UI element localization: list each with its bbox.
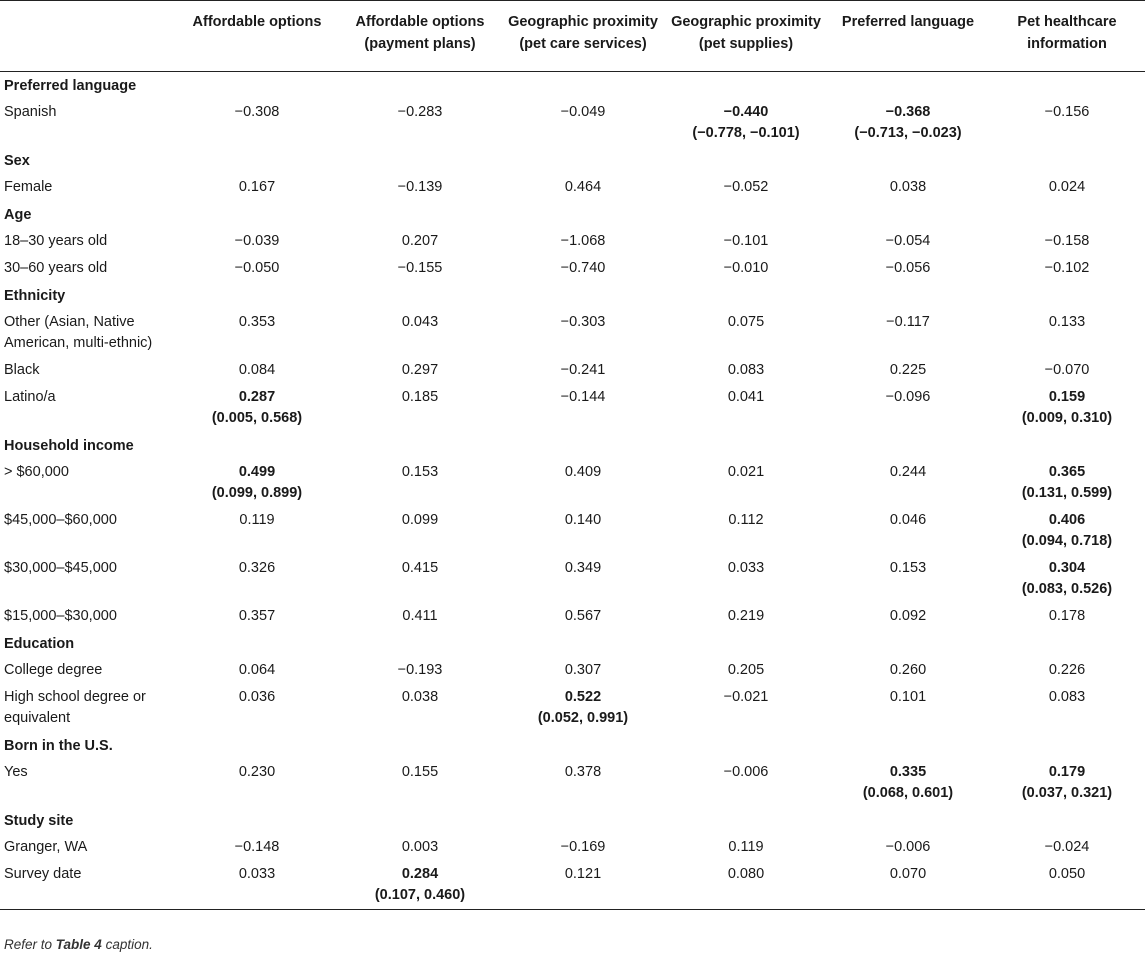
coefficient-cell — [665, 309, 827, 357]
coefficient-value: 0.070 — [889, 865, 927, 882]
coefficient-cell — [989, 99, 1145, 147]
coefficient-value: 0.207 — [401, 232, 439, 249]
coefficient-cell — [175, 174, 339, 201]
coefficient-value: −0.368 — [885, 103, 931, 120]
row-label: 18–30 years old — [4, 232, 108, 249]
row-label: > $60,000 — [4, 463, 69, 480]
coefficient-cell — [665, 357, 827, 384]
coefficient-value: 0.033 — [238, 865, 276, 882]
coefficient-value: 0.415 — [401, 559, 439, 576]
coefficient-cell — [501, 759, 665, 807]
coefficient-cell — [175, 384, 339, 432]
coefficient-value: 0.159 — [1048, 388, 1086, 405]
column-header: Affordable options — [192, 14, 322, 30]
coefficient-cell — [989, 357, 1145, 384]
coefficient-cell — [339, 861, 501, 910]
coefficient-value: −0.440 — [723, 103, 769, 120]
coefficient-value: −0.144 — [560, 388, 606, 405]
coefficient-value: −0.169 — [560, 838, 606, 855]
coefficient-cell — [827, 309, 989, 357]
coefficient-cell — [339, 834, 501, 861]
table-row — [0, 759, 1145, 807]
coefficient-value: 0.140 — [564, 511, 602, 528]
coefficient-cell — [827, 255, 989, 282]
coefficient-value: 0.050 — [1048, 865, 1086, 882]
coefficient-cell — [175, 657, 339, 684]
coefficient-cell — [339, 507, 501, 555]
coefficient-cell — [175, 309, 339, 357]
coefficient-cell — [339, 174, 501, 201]
coefficient-cell — [827, 459, 989, 507]
coefficient-value: −0.148 — [234, 838, 280, 855]
coefficient-cell — [501, 657, 665, 684]
coefficient-cell — [339, 684, 501, 732]
coefficient-cell — [989, 459, 1145, 507]
coefficient-value: −0.241 — [560, 361, 606, 378]
coefficient-cell — [501, 255, 665, 282]
coefficient-value: −0.006 — [885, 838, 931, 855]
row-label: $30,000–$45,000 — [4, 559, 117, 576]
coefficient-cell — [665, 684, 827, 732]
coefficient-value: −0.283 — [397, 103, 443, 120]
coefficient-cell — [827, 759, 989, 807]
coefficient-cell — [827, 384, 989, 432]
coefficient-value: 0.326 — [238, 559, 276, 576]
coefficient-value: 0.378 — [564, 763, 602, 780]
coefficient-cell — [665, 657, 827, 684]
group-header-row — [0, 201, 1145, 228]
group-header-row — [0, 282, 1145, 309]
coefficient-value: 0.357 — [238, 607, 276, 624]
coefficient-cell — [175, 99, 339, 147]
coefficient-cell — [989, 228, 1145, 255]
coefficient-cell — [665, 603, 827, 630]
coefficient-cell — [665, 384, 827, 432]
coefficient-value: 0.406 — [1048, 511, 1086, 528]
coefficient-value: 0.522 — [564, 688, 602, 705]
row-label: $15,000–$30,000 — [4, 607, 117, 624]
table-row — [0, 309, 1145, 357]
coefficient-cell — [665, 759, 827, 807]
coefficient-cell — [501, 99, 665, 147]
coefficient-value: 0.092 — [889, 607, 927, 624]
coefficient-value: 0.179 — [1048, 763, 1086, 780]
group-title: Education — [4, 635, 75, 652]
coefficient-value: −1.068 — [560, 232, 606, 249]
confidence-interval: (−0.778, −0.101) — [692, 124, 800, 141]
table-row — [0, 255, 1145, 282]
coefficient-value: 0.464 — [564, 178, 602, 195]
coefficient-value: 0.041 — [727, 388, 765, 405]
coefficient-cell — [339, 357, 501, 384]
coefficient-cell — [175, 357, 339, 384]
confidence-interval: (−0.713, −0.023) — [854, 124, 962, 141]
coefficient-value: 0.411 — [402, 607, 438, 624]
coefficient-cell — [827, 174, 989, 201]
confidence-interval: (0.107, 0.460) — [374, 886, 466, 903]
row-label: Black — [4, 361, 40, 378]
coefficient-cell — [339, 228, 501, 255]
coefficient-cell — [339, 255, 501, 282]
coefficient-value: 0.567 — [564, 607, 602, 624]
coefficient-value: 0.225 — [889, 361, 927, 378]
column-header: Preferred language — [841, 14, 975, 30]
confidence-interval: (0.037, 0.321) — [1021, 784, 1113, 801]
coefficient-value: 0.024 — [1048, 178, 1086, 195]
coefficient-value: 0.101 — [889, 688, 927, 705]
column-header: Affordable options (payment plans) — [355, 14, 485, 52]
coefficient-value: 0.021 — [727, 463, 765, 480]
coefficient-value: −0.049 — [560, 103, 606, 120]
coefficient-cell — [501, 384, 665, 432]
row-label: 30–60 years old — [4, 259, 108, 276]
row-label: College degree — [4, 661, 103, 678]
coefficient-cell — [339, 459, 501, 507]
coefficient-value: −0.740 — [560, 259, 606, 276]
coefficient-value: 0.349 — [564, 559, 602, 576]
coefficient-value: 0.038 — [401, 688, 439, 705]
coefficient-cell — [989, 759, 1145, 807]
coefficient-value: 0.244 — [889, 463, 927, 480]
coefficient-cell — [339, 555, 501, 603]
coefficient-value: 0.178 — [1048, 607, 1086, 624]
coefficient-cell — [827, 861, 989, 910]
coefficient-value: 0.205 — [727, 661, 765, 678]
coefficient-cell — [339, 603, 501, 630]
coefficient-value: 0.226 — [1048, 661, 1086, 678]
coefficient-cell — [989, 255, 1145, 282]
row-label: Latino/a — [4, 388, 56, 405]
coefficient-value: −0.006 — [723, 763, 769, 780]
row-label: $45,000–$60,000 — [4, 511, 117, 528]
coefficient-value: 0.230 — [238, 763, 276, 780]
group-title: Born in the U.S. — [4, 737, 113, 754]
coefficient-cell — [175, 459, 339, 507]
coefficient-cell — [175, 228, 339, 255]
coefficient-value: 0.365 — [1048, 463, 1086, 480]
coefficient-value: 0.304 — [1048, 559, 1086, 576]
row-label: Granger, WA — [4, 838, 88, 855]
coefficient-cell — [339, 657, 501, 684]
group-header-row — [0, 732, 1145, 759]
coefficient-cell — [665, 555, 827, 603]
coefficient-value: 0.080 — [727, 865, 765, 882]
coefficient-value: 0.284 — [401, 865, 439, 882]
footnote-prefix: Refer to — [4, 937, 56, 952]
table-row — [0, 555, 1145, 603]
coefficient-value: −0.155 — [397, 259, 443, 276]
row-label: Spanish — [4, 103, 57, 120]
coefficient-cell — [339, 99, 501, 147]
coefficient-cell — [175, 255, 339, 282]
row-label: Yes — [4, 763, 28, 780]
coefficient-value: −0.021 — [723, 688, 769, 705]
coefficient-value: 0.335 — [889, 763, 927, 780]
coefficient-cell — [665, 255, 827, 282]
coefficient-cell — [665, 228, 827, 255]
footnote-suffix: caption. — [101, 937, 153, 952]
coefficient-cell — [339, 759, 501, 807]
coefficient-cell — [339, 309, 501, 357]
coefficient-cell — [989, 507, 1145, 555]
table-row — [0, 507, 1145, 555]
coefficient-cell — [989, 684, 1145, 732]
coefficient-value: 0.167 — [238, 178, 276, 195]
row-label: Survey date — [4, 865, 82, 882]
group-header-row — [0, 72, 1145, 99]
coefficient-value: 0.064 — [238, 661, 276, 678]
table-row — [0, 384, 1145, 432]
coefficient-cell — [989, 174, 1145, 201]
coefficient-cell — [339, 384, 501, 432]
coefficient-value: 0.036 — [238, 688, 276, 705]
coefficient-value: 0.084 — [238, 361, 276, 378]
table-footnote — [4, 937, 153, 952]
coefficient-value: 0.260 — [889, 661, 927, 678]
coefficient-cell — [989, 834, 1145, 861]
confidence-interval: (0.083, 0.526) — [1021, 580, 1113, 597]
coefficient-cell — [665, 174, 827, 201]
group-title: Ethnicity — [4, 287, 66, 304]
coefficient-value: −0.102 — [1044, 259, 1090, 276]
coefficient-value: 0.003 — [401, 838, 439, 855]
coefficient-value: 0.083 — [1048, 688, 1086, 705]
group-title: Preferred language — [4, 78, 137, 94]
confidence-interval: (0.094, 0.718) — [1021, 532, 1113, 549]
coefficient-value: 0.046 — [889, 511, 927, 528]
coefficient-cell — [501, 684, 665, 732]
table-body — [0, 72, 1145, 910]
confidence-interval: (0.068, 0.601) — [862, 784, 954, 801]
coefficient-cell — [175, 555, 339, 603]
coefficient-cell — [501, 309, 665, 357]
coefficient-cell — [501, 357, 665, 384]
coefficient-cell — [501, 174, 665, 201]
coefficient-value: 0.119 — [728, 838, 764, 855]
coefficient-cell — [501, 834, 665, 861]
coefficient-value: 0.499 — [238, 463, 276, 480]
coefficient-cell — [989, 309, 1145, 357]
coefficient-cell — [827, 555, 989, 603]
coefficient-cell — [989, 384, 1145, 432]
table-row — [0, 684, 1145, 732]
table-row — [0, 603, 1145, 630]
coefficient-value: 0.409 — [564, 463, 602, 480]
coefficient-value: 0.083 — [727, 361, 765, 378]
coefficient-cell — [989, 657, 1145, 684]
coefficient-cell — [175, 834, 339, 861]
column-header: Geographic proximity (pet supplies) — [671, 14, 821, 52]
coefficient-cell — [827, 684, 989, 732]
coefficient-cell — [501, 507, 665, 555]
coefficient-cell — [827, 657, 989, 684]
coefficient-cell — [665, 459, 827, 507]
coefficient-cell — [665, 99, 827, 147]
coefficient-value: 0.297 — [401, 361, 439, 378]
confidence-interval: (0.099, 0.899) — [211, 484, 303, 501]
table-row — [0, 357, 1145, 384]
coefficient-cell — [501, 555, 665, 603]
coefficient-cell — [665, 507, 827, 555]
coefficient-cell — [175, 759, 339, 807]
row-label: Other (Asian, Native American, multi-ethnic) — [4, 313, 153, 351]
coefficient-value: −0.193 — [397, 661, 443, 678]
coefficient-cell — [665, 861, 827, 910]
coefficient-value: 0.155 — [401, 763, 439, 780]
coefficient-cell — [665, 834, 827, 861]
coefficient-value: 0.307 — [564, 661, 602, 678]
row-label: High school degree or equivalent — [4, 688, 146, 726]
coefficient-value: −0.010 — [723, 259, 769, 276]
coefficient-value: 0.121 — [564, 865, 602, 882]
confidence-interval: (0.009, 0.310) — [1021, 409, 1113, 426]
coefficient-cell — [827, 603, 989, 630]
coefficient-value: −0.056 — [885, 259, 931, 276]
coefficient-value: 0.119 — [239, 511, 275, 528]
group-title: Study site — [4, 812, 74, 829]
group-header-row — [0, 807, 1145, 834]
table-row — [0, 861, 1145, 910]
coefficient-cell — [827, 357, 989, 384]
column-header: Geographic proximity (pet care services) — [508, 14, 658, 52]
coefficient-value: 0.153 — [401, 463, 439, 480]
confidence-interval: (0.131, 0.599) — [1021, 484, 1113, 501]
confidence-interval: (0.052, 0.991) — [537, 709, 629, 726]
coefficient-cell — [175, 603, 339, 630]
table-row — [0, 459, 1145, 507]
coefficient-cell — [501, 861, 665, 910]
coefficient-value: 0.112 — [728, 511, 764, 528]
coefficient-value: −0.117 — [886, 313, 930, 330]
coefficient-value: −0.303 — [560, 313, 606, 330]
coefficient-value: 0.075 — [727, 313, 765, 330]
coefficient-value: −0.039 — [234, 232, 280, 249]
coefficient-cell — [501, 459, 665, 507]
coefficient-value: −0.024 — [1044, 838, 1090, 855]
coefficient-value: −0.308 — [234, 103, 280, 120]
group-title: Sex — [4, 152, 30, 169]
coefficient-value: −0.158 — [1044, 232, 1090, 249]
table-header — [0, 1, 1145, 72]
table-row — [0, 834, 1145, 861]
footnote-table-reference: Table 4 — [55, 937, 102, 952]
coefficient-cell — [175, 861, 339, 910]
coefficient-cell — [827, 228, 989, 255]
coefficient-value: −0.052 — [723, 178, 769, 195]
coefficient-cell — [175, 507, 339, 555]
coefficient-value: 0.038 — [889, 178, 927, 195]
table-row — [0, 99, 1145, 147]
coefficient-value: 0.185 — [401, 388, 439, 405]
coefficient-value: −0.101 — [723, 232, 769, 249]
table-row — [0, 174, 1145, 201]
coefficient-cell — [501, 228, 665, 255]
coefficient-cell — [827, 507, 989, 555]
header-empty-cell — [0, 1, 175, 72]
coefficient-value: 0.219 — [727, 607, 765, 624]
coefficient-cell — [827, 99, 989, 147]
coefficient-value: 0.353 — [238, 313, 276, 330]
coefficient-cell — [827, 834, 989, 861]
table-row — [0, 228, 1145, 255]
coefficient-cell — [501, 603, 665, 630]
row-label: Female — [4, 178, 53, 195]
coefficient-value: −0.054 — [885, 232, 931, 249]
coefficient-value: 0.043 — [401, 313, 439, 330]
coefficient-value: 0.033 — [727, 559, 765, 576]
confidence-interval: (0.005, 0.568) — [211, 409, 303, 426]
coefficient-cell — [989, 603, 1145, 630]
group-header-row — [0, 432, 1145, 459]
coefficient-value: −0.070 — [1044, 361, 1090, 378]
coefficient-value: −0.050 — [234, 259, 280, 276]
coefficient-value: −0.139 — [397, 178, 443, 195]
group-title: Age — [4, 206, 32, 223]
table-row — [0, 657, 1145, 684]
coefficient-value: −0.156 — [1044, 103, 1090, 120]
coefficient-value: 0.153 — [889, 559, 927, 576]
coefficient-value: 0.099 — [401, 511, 439, 528]
coefficient-cell — [175, 684, 339, 732]
coefficient-value: 0.133 — [1048, 313, 1086, 330]
group-header-row — [0, 630, 1145, 657]
group-title: Household income — [4, 437, 134, 454]
column-header: Pet healthcare information — [1017, 14, 1117, 52]
group-header-row — [0, 147, 1145, 174]
coefficient-cell — [989, 861, 1145, 910]
coefficient-value: 0.287 — [238, 388, 276, 405]
coefficient-value: −0.096 — [885, 388, 931, 405]
coefficient-cell — [989, 555, 1145, 603]
